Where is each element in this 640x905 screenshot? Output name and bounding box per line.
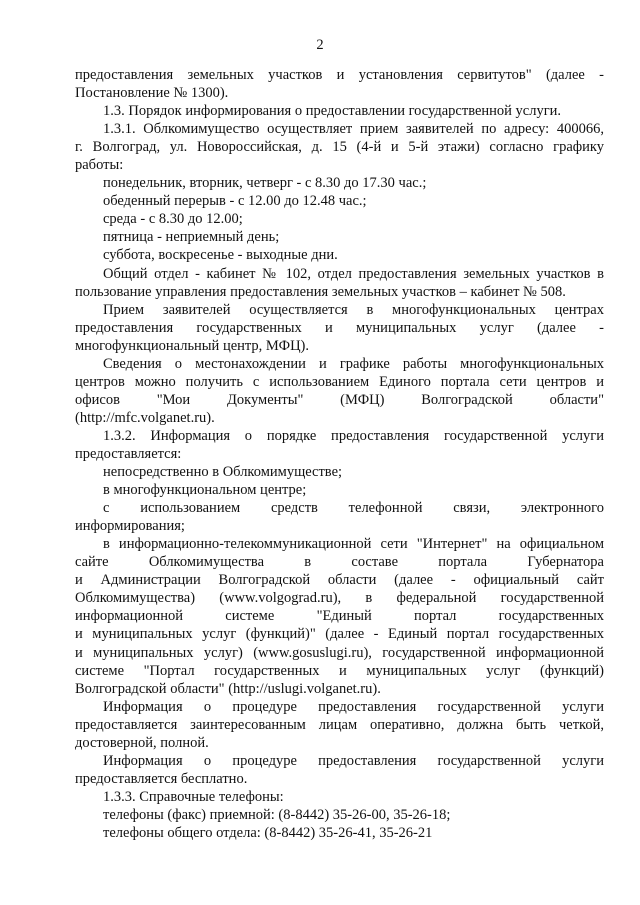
text-line: работы: — [75, 157, 124, 174]
text-line: и муниципальных услуг) (www.gosuslugi.ru), государственной информационной — [75, 644, 604, 661]
document-body — [75, 66, 604, 842]
text-line: системе "Портал государственных и муниципальных услуг (функций) — [75, 662, 604, 679]
text-line: предоставления государственных и муниципальных услуг (далее - — [75, 319, 604, 336]
text-line: многофункциональный центр, МФЦ). — [75, 337, 309, 354]
text-line: Прием заявителей осуществляется в многофункциональных центрах — [103, 301, 604, 318]
text-line: Информация о процедуре предоставления государственной услуги — [103, 752, 604, 769]
page-number: 2 — [316, 37, 324, 53]
text-line: Постановление № 1300). — [75, 85, 229, 102]
text-line: среда - с 8.30 до 12.00; — [103, 211, 243, 228]
text-line: и Администрации Волгоградской области (далее - официальный сайт — [75, 572, 604, 589]
text-line: Общий отдел - кабинет № 102, отдел предоставления земельных участков в — [103, 265, 604, 282]
text-line: 1.3. Порядок информирования о предоставлении государственной услуги. — [103, 103, 562, 120]
text-line: предоставления земельных участков и установления сервитутов" (далее - — [75, 67, 604, 83]
text-line: Сведения о местонахождении и графике работы многофункциональных — [103, 355, 604, 372]
text-line: непосредственно в Облкомимуществе; — [103, 464, 343, 481]
text-line: пятница - неприемный день; — [103, 229, 280, 246]
text-line: телефоны общего отдела: (8-8442) 35-26-41, 35-26-21 — [103, 824, 433, 841]
text-line: пользование управления предоставления земельных участков – кабинет № 508. — [75, 283, 566, 300]
text-line: 1.3.2. Информация о порядке предоставления государственной услуги — [103, 427, 604, 444]
text-line: в информационно-телекоммуникационной сети "Интернет" на официальном — [103, 536, 604, 553]
text-line: 1.3.1. Облкомимущество осуществляет прием заявителей по адресу: 400066, — [103, 121, 604, 138]
text-line: в многофункциональном центре; — [103, 482, 307, 499]
text-line: предоставляется заинтересованным лицам оперативно, должна быть четкой, — [75, 716, 604, 733]
text-line: 1.3.3. Справочные телефоны: — [103, 788, 284, 805]
text-line: понедельник, вторник, четверг - с 8.30 до 17.30 час.; — [103, 175, 427, 192]
text-line: достоверной, полной. — [75, 734, 209, 751]
text-line: с использованием средств телефонной связи, электронного — [103, 500, 604, 517]
text-line: предоставляется бесплатно. — [75, 770, 248, 787]
text-line: обеденный перерыв - с 12.00 до 12.48 час.; — [103, 193, 367, 210]
text-line: Облкомимущества) (www.volgograd.ru), в федеральной государственной — [75, 590, 604, 607]
text-line: центров можно получить с использованием Единого портала сети центров и — [75, 373, 604, 390]
text-line: предоставляется: — [75, 445, 182, 462]
text-line: информирования; — [75, 518, 185, 535]
text-line: г. Волгоград, ул. Новороссийская, д. 15 (4-й и 5-й этажи) согласно графику — [75, 139, 604, 156]
text-line: информационной системе "Единый портал государственных — [75, 608, 604, 625]
text-line: офисов "Мои Документы" (МФЦ) Волгоградской области" — [75, 391, 604, 408]
text-line: сайте Облкомимущества в составе портала Губернатора — [75, 554, 604, 571]
text-line: (http://mfc.volganet.ru). — [75, 409, 215, 426]
text-line: и муниципальных услуг (функций)" (далее - Единый портал государственных — [75, 626, 604, 643]
text-line: телефоны (факс) приемной: (8-8442) 35-26-00, 35-26-18; — [103, 806, 451, 823]
text-line: Информация о процедуре предоставления государственной услуги — [103, 698, 604, 715]
text-line: Волгоградской области" (http://uslugi.volganet.ru). — [75, 680, 381, 697]
text-line: суббота, воскресенье - выходные дни. — [103, 247, 338, 264]
